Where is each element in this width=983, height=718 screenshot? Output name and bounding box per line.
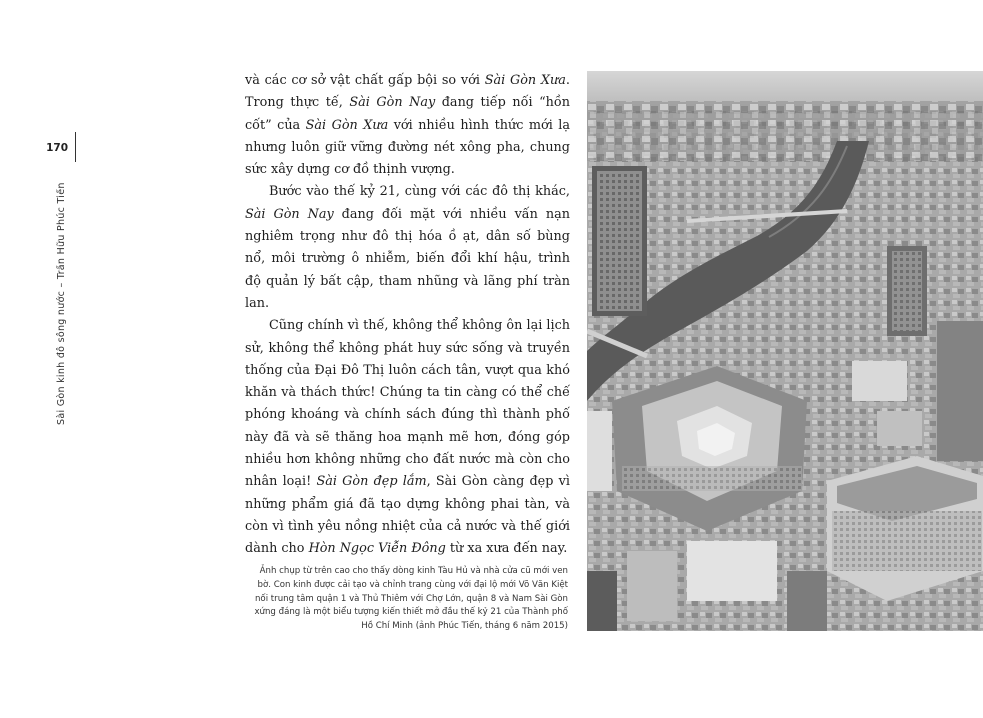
italic-phrase: Hòn Ngọc Viễn Đông: [308, 541, 446, 557]
body-paragraph: [245, 70, 570, 181]
page-number-rule: [75, 132, 76, 162]
aerial-city-photo: [587, 71, 983, 631]
italic-phrase: Sài Gòn Nay: [349, 95, 436, 111]
photo-caption: Ảnh chụp từ trên cao cho thấy dòng kinh Tàu Hủ và nhà cửa cũ mới ven bờ. Con kinh được cải tạo và chỉnh trang cùng với đại lộ mới Võ Văn Kiệt nối trung tâm quận 1 và Thủ Thiêm với Chợ Lớn, quận 8 và Nam Sài Gòn xứng đáng là một biểu tượng kiến thiết mở đầu thế kỷ 21 của Thành phố Hồ Chí Minh (ảnh Phúc Tiến, tháng 6 năm 2015): [254, 566, 568, 632]
text-run: với nhiều hình thức mới lạ nhưng luôn giữ vững đường nét xông pha, chung sức xây dựng cơ đồ thịnh vượng.: [245, 117, 571, 178]
text-run: , Sài Gòn càng đẹp vì những phẩm giá đã tạo dựng không phai tàn, và còn vì tình yêu nồng nhiệt của cả nước và thế giới dành cho: [245, 474, 570, 557]
body-text: [245, 70, 570, 561]
text-run: . Trong thực tế,: [245, 73, 570, 111]
text-run: và các cơ sở vật chất gấp bội so với: [245, 73, 485, 88]
italic-phrase: Sài Gòn đẹp lắm: [316, 474, 427, 490]
running-head: Sài Gòn kinh đô sông nước – Trần Hữu Phúc Tiến: [56, 182, 67, 425]
text-run: đang đối mặt với nhiều vấn nạn nghiêm trọng như đô thị hóa ồ ạt, dân số bùng nổ, môi trường ô nhiễm, biến đổi khí hậu, trình độ quản lý bất cập, tham nhũng và lãng phí tràn lan.: [245, 206, 570, 311]
text-run: Bước vào thế kỷ 21, cùng với các đô thị khác,: [269, 184, 570, 200]
text-run: đang tiếp nối “hồn cốt” của: [245, 95, 570, 133]
text-run: Cũng chính vì thế, không thể không ôn lại lịch sử, không thể không phát huy sức sống và truyền thống của Đại Đô Thị luôn cách tân, vượt qua khó khăn và thách thức! Chúng ta tin càng có thể chế phóng khoáng và chính sách đúng thì thành phố này đã và sẽ thăng hoa mạnh mẽ hơn, đóng góp nhiều hơn không những cho đất nước mà còn cho nhân loại!: [245, 318, 570, 490]
italic-phrase: Sài Gòn Xưa: [305, 117, 389, 133]
text-run: từ xa xưa đến nay.: [445, 541, 568, 557]
italic-phrase: Sài Gòn Nay: [245, 206, 334, 222]
italic-phrase: Sài Gòn Xưa: [484, 73, 566, 88]
page-number: 170: [46, 142, 68, 154]
body-paragraph: [245, 181, 570, 315]
body-paragraph: [245, 315, 570, 560]
